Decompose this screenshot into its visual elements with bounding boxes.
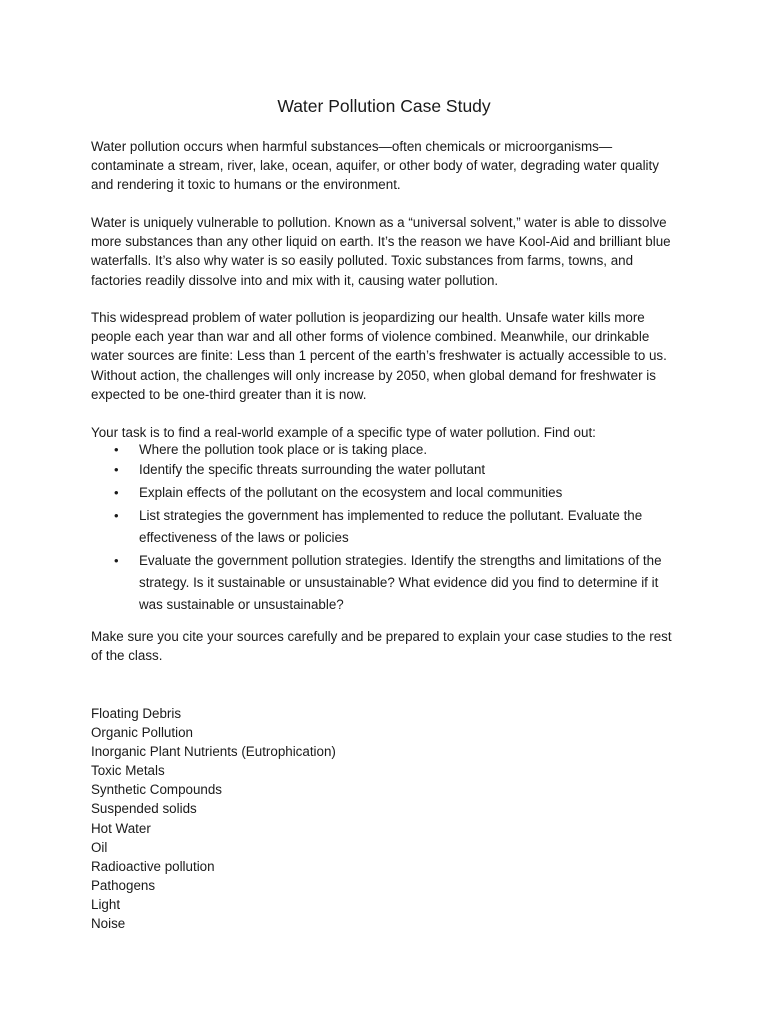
bullet-icon: • (114, 442, 119, 457)
list-item: Pathogens (91, 877, 156, 893)
health-paragraph: This widespread problem of water pollution is jeopardizing our health. Unsafe water kills more people each year than war and all other forms of violence combined. Meanwhile, our drinkable water sources are finite: Less than 1 percent of the earth’s freshwater is actually accessible to us. Without action, the challenges will only increase by 2050, when global demand for freshwater is expected to be one-third greater than it is now. (91, 310, 667, 402)
bullet-icon: • (114, 462, 119, 477)
list-item: Noise (91, 916, 126, 932)
task-intro: Your task is to find a real-world example of a specific type of water pollution. Find out: (91, 425, 596, 440)
list-item: Radioactive pollution (91, 858, 215, 874)
list-item: Inorganic Plant Nutrients (Eutrophication) (91, 744, 336, 760)
list-item: Synthetic Compounds (91, 782, 223, 798)
list-item: Organic Pollution (91, 725, 193, 741)
task-list (91, 440, 681, 616)
list-item: Light (91, 896, 121, 912)
closing-paragraph: Make sure you cite your sources carefully and be prepared to explain your case studies to the rest of the class. (91, 629, 672, 664)
page-title: Water Pollution Case Study (277, 96, 491, 116)
task-item-text: Where the pollution took place or is taking place. (139, 442, 428, 457)
task-item-text: Identify the specific threats surrounding the water pollutant (139, 462, 486, 477)
list-item (91, 440, 681, 459)
bullet-icon: • (114, 508, 119, 523)
list-item: Suspended solids (91, 801, 197, 817)
list-item (91, 483, 681, 502)
solvent-paragraph: Water is uniquely vulnerable to pollution. Known as a “universal solvent,” water is able to dissolve more substances than any other liquid on earth. It’s the reason we have Kool-Aid and brilliant blue waterfalls. It’s also why water is so easily polluted. Toxic substances from farms, towns, and factories readily dissolve into and mix with it, causing water pollution. (91, 215, 671, 288)
list-item (91, 460, 681, 479)
list-item: Toxic Metals (91, 763, 165, 779)
task-item-text: Explain effects of the pollutant on the ecosystem and local communities (139, 485, 563, 500)
intro-paragraph: Water pollution occurs when harmful substances—often chemicals or microorganisms—contaminate a stream, river, lake, ocean, aquifer, or other body of water, degrading water quality and rendering it toxic to humans or the environment. (91, 139, 659, 193)
list-item (91, 550, 681, 616)
task-item-text: List strategies the government has implemented to reduce the pollutant. Evaluate the effectiveness of the laws or policies (139, 508, 643, 545)
task-item-text: Evaluate the government pollution strategies. Identify the strengths and limitations of the strategy. Is it sustainable or unsustainable? What evidence did you find to determine if it was sustainable or unsustainable? (139, 553, 662, 612)
bullet-icon: • (114, 485, 119, 500)
list-item: Hot Water (91, 820, 151, 836)
bullet-icon: • (114, 553, 119, 568)
list-item (91, 505, 681, 549)
list-item: Oil (91, 839, 108, 855)
pollution-types-list (91, 704, 336, 933)
list-item: Floating Debris (91, 706, 182, 721)
